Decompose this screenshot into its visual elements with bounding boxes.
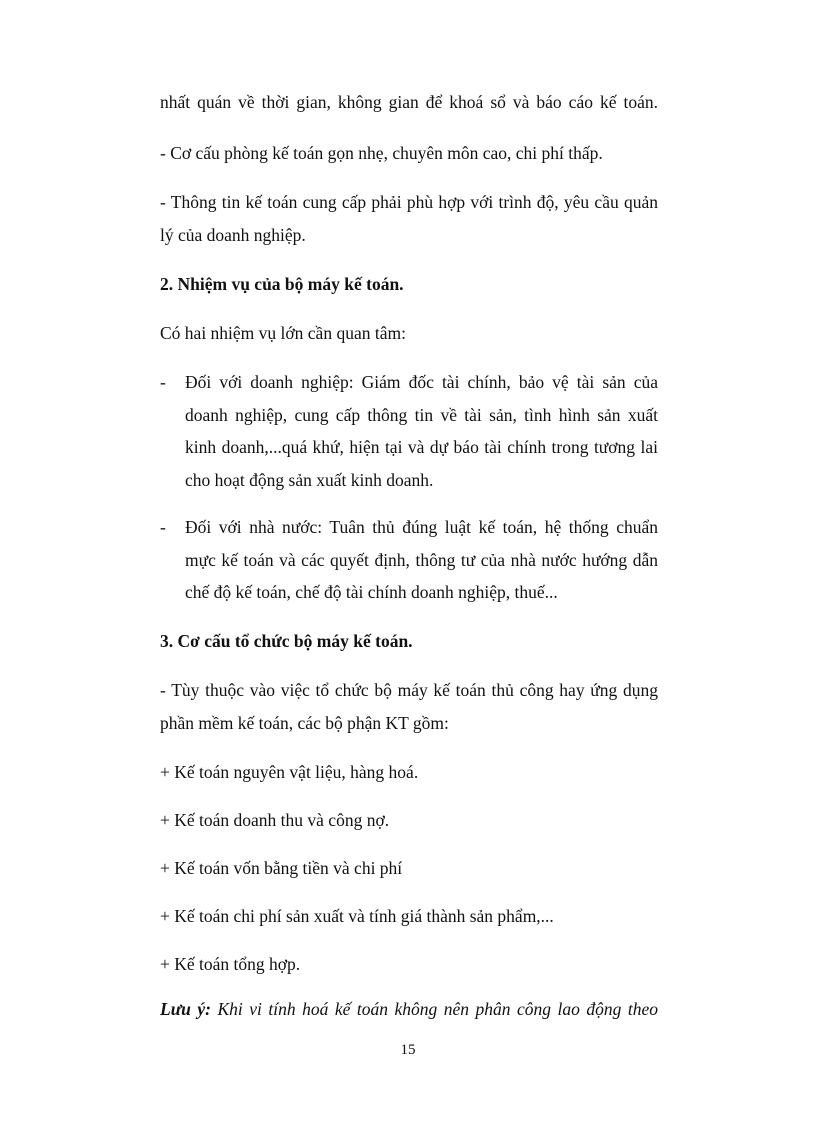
bullet-dash: -	[160, 517, 166, 537]
bullet-line: cho hoạt động sản xuất kinh doanh.	[185, 470, 434, 490]
bullet-line: doanh nghiệp, cung cấp thông tin về tài sản, tình hình sản xuất	[185, 405, 658, 425]
list-item: + Kế toán nguyên vật liệu, hàng hoá.	[160, 762, 419, 782]
note-paragraph	[160, 998, 658, 1020]
list-item: + Kế toán doanh thu và công nợ.	[160, 810, 390, 830]
note-label: Lưu ý:	[160, 999, 211, 1019]
section-intro: Có hai nhiệm vụ lớn cần quan tâm:	[160, 323, 406, 343]
section-intro: - Tùy thuộc vào việc tổ chức bộ máy kế toán thủ công hay ứng dụng	[160, 680, 658, 700]
bullet-line: mực kế toán và các quyết định, thông tư của nhà nước hướng dẫn	[185, 550, 658, 570]
paragraph-line: phần mềm kế toán, các bộ phận KT gồm:	[160, 713, 449, 733]
bullet-line: chế độ kế toán, chế độ tài chính doanh nghiệp, thuế...	[185, 582, 558, 602]
list-item: + Kế toán vốn bằng tiền và chi phí	[160, 858, 403, 878]
bullet-dash: -	[160, 372, 166, 392]
list-item: + Kế toán tổng hợp.	[160, 954, 301, 974]
requirement-item: - Cơ cấu phòng kế toán gọn nhẹ, chuyên môn cao, chi phí thấp.	[160, 143, 603, 163]
bullet-line: kinh doanh,...quá khứ, hiện tại và dự báo tài chính trong tương lai	[185, 437, 658, 457]
list-item: + Kế toán chi phí sản xuất và tính giá thành sản phẩm,...	[160, 906, 554, 926]
paragraph-line: lý của doanh nghiệp.	[160, 225, 306, 245]
requirement-item: - Thông tin kế toán cung cấp phải phù hợp với trình độ, yêu cầu quản	[160, 192, 658, 212]
page-number: 15	[400, 1042, 416, 1058]
bullet-line: Đối với doanh nghiệp: Giám đốc tài chính, bảo vệ tài sản của	[185, 372, 658, 392]
section-heading: 2. Nhiệm vụ của bộ máy kế toán.	[160, 274, 404, 294]
bullet-line: Đối với nhà nước: Tuân thủ đúng luật kế toán, hệ thống chuẩn	[185, 517, 658, 537]
section-heading: 3. Cơ cấu tổ chức bộ máy kế toán.	[160, 631, 413, 651]
paragraph-line: nhất quán về thời gian, không gian để khoá sổ và báo cáo kế toán.	[160, 92, 658, 112]
note-text: Khi vi tính hoá kế toán không nên phân công lao động theo	[217, 999, 658, 1019]
